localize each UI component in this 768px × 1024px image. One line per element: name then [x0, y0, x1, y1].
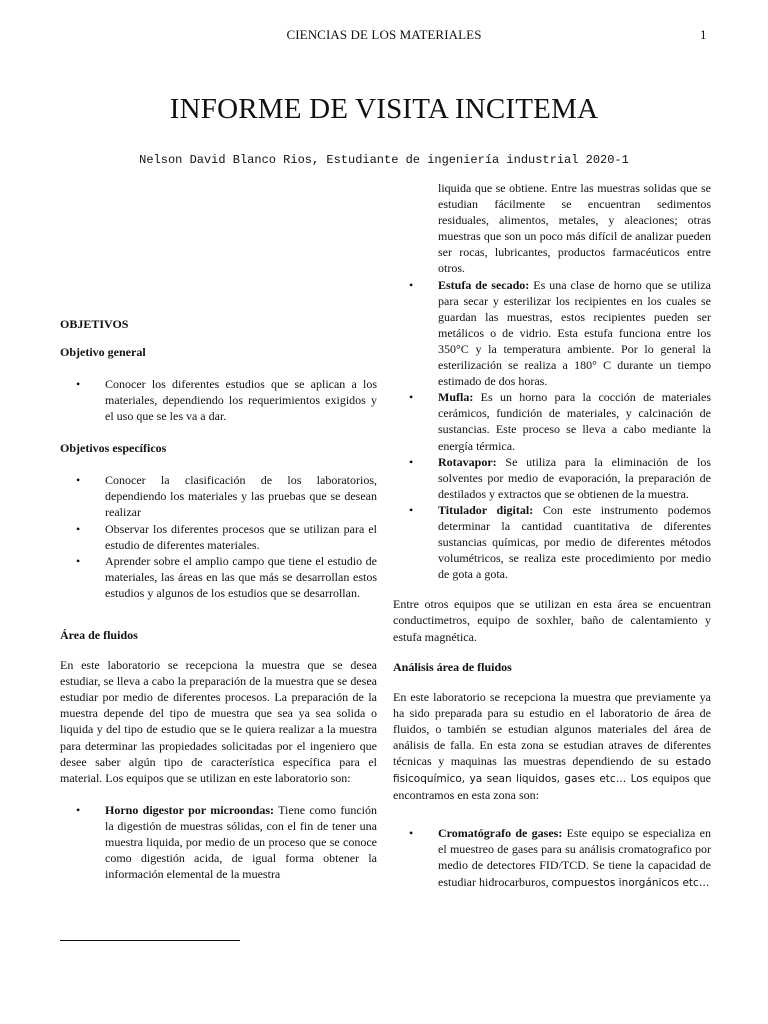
bullet-icon: •	[76, 473, 81, 488]
document-title: INFORME DE VISITA INCITEMA	[169, 93, 599, 125]
equipment-description: Se utiliza para la eliminación de los solventes por medio de evaporación, la preparación de destilados y extractos que se obtienen de la muestra.	[438, 454, 712, 501]
list-item	[393, 454, 711, 502]
objetivos-especificos-heading: Objetivos específicos	[60, 441, 167, 456]
list-item	[393, 502, 711, 582]
right-column	[393, 180, 711, 891]
list-item	[60, 802, 377, 882]
equipos-list	[393, 277, 711, 583]
list-item: • Observar los diferentes procesos que se utilizan para el estudio de diferentes materiales.	[76, 521, 377, 552]
list-item: • Conocer la clasificación de los laboratorios, dependiendo los materiales y las pruebas que se desean realizar	[76, 473, 377, 520]
area-fluidos-heading: Área de fluidos	[60, 628, 138, 643]
bullet-icon: •	[76, 377, 81, 391]
equipment-term: Rotavapor:	[438, 454, 497, 469]
equipos-fluidos-list	[60, 802, 377, 882]
objetivos-especificos-list	[60, 472, 377, 601]
footnote-rule	[60, 940, 240, 941]
sans-serif-fragment: compuestos inorgánicos etc…	[551, 876, 710, 889]
left-column	[60, 316, 377, 882]
author-line: Nelson David Blanco Rios, Estudiante de ingeniería industrial 2020-1	[139, 153, 629, 167]
equipment-description: Tiene como función la digestión de muestras sólidas, con el fin de tener una muestra liquida, por medio de un proceso que se conoce como digestión acida, de igual forma obtener la información elemental de la muestra	[105, 802, 377, 882]
objetivo-general-heading: Objetivo general	[60, 345, 146, 359]
bullet-icon: •	[409, 277, 414, 292]
equipment-description: Es una clase de horno que se utiliza para secar y esterilizar los recipientes en los cuales se guardan las muestras, estos recipientes pueden ser metálicos o de vidrio. Esta estufa funciona entre los 350°C y la temperatura ambiente. Por lo general la esterilización se realiza a 180° C durante un tiempo estimado de dos horas.	[438, 277, 711, 389]
list-item: • Conocer los diferentes estudios que se aplican a los materiales, dependiendo los requerimientos exigidos y el uso que se les va a dar.	[76, 377, 377, 424]
analisis-fluidos-paragraph: En este laboratorio se recepciona la muestra que previamente ya ha sido preparada para su estudio en el laboratorio de área de fluidos, o también se estudian algunos materiales del área de análisis de falla. En esta zona se estudian atraves de diferentes técnicas y maquinas las muestras dependiendo de su estado fisicoquímico, ya sean liquidos, gases etc… Los equipos que encontramos en esta zona son:	[393, 689, 712, 803]
objetivo-general-list	[60, 376, 377, 424]
objetivos-heading: OBJETIVOS	[60, 317, 129, 331]
analisis-fluidos-heading: Análisis área de fluidos	[393, 659, 512, 674]
equipment-description: Este equipo se especializa en el muestreo de gases para su análisis cromatografico por medio de detectores FID/TCD. Se tiene la capacidad de estudiar hidrocarburos,	[438, 826, 711, 889]
bullet-icon: •	[409, 502, 414, 517]
otros-equipos-paragraph: Entre otros equipos que se utilizan en esta área se encuentran conductimetros, equipo de soxhler, baño de calentamiento y estufa magnética.	[393, 597, 711, 644]
equipos-analisis-list	[393, 825, 711, 890]
bullet-icon: •	[76, 521, 81, 536]
running-header: CIENCIAS DE LOS MATERIALES	[286, 27, 482, 42]
list-item: • Aprender sobre el amplio campo que tiene el estudio de materiales, las áreas en las que más se desarrollan estos estudios y algunos de los estudios que se desarrollan.	[76, 553, 377, 600]
list-item	[393, 389, 711, 453]
equipment-term: Cromatógrafo de gases:	[438, 826, 563, 841]
equipment-description: Con este instrumento podemos determinar la cantidad cuantitativa de diferentes sustancias químicas, por medio de diferentes métodos volumétricos, se realiza este procedimiento por medio de gota a gota.	[438, 502, 712, 582]
list-item	[393, 277, 711, 390]
bullet-icon: •	[409, 826, 414, 841]
equipment-description: Es un horno para la cocción de materiales cerámicos, fundición de materiales, y calcinación de sustancias. Este proceso se lleva a cabo mediante la energía térmica.	[438, 390, 712, 453]
continuation-paragraph: liquida que se obtiene. Entre las muestras solidas que se estudian fácilmente se encuentran sedimentos residuales, alimentos, metales, y aleaciones; otras muestras que son un poco más difícil de analizar pueden ser rocas, lubricantes, productos farmacéuticos entre otros.	[438, 181, 711, 276]
bullet-icon: •	[76, 553, 81, 568]
bullet-icon: •	[409, 390, 414, 405]
sans-serif-fragment: estado fisicoquímico, ya sean liquidos, gases etc… Los	[393, 756, 711, 786]
equipment-term: Estufa de secado:	[438, 277, 530, 292]
page-number: 1	[700, 27, 707, 42]
bullet-icon: •	[76, 802, 81, 817]
area-fluidos-paragraph: En este laboratorio se recepciona la muestra que se desea estudiar, se lleva a cabo la preparación de la muestra que se desea estudiar por medio de diferentes procesos. La preparación de la muestra depende del tipo de muestra que sea ya sea solida o liquida y del tipo de estudio que se le quiera realizar a la muestra para determinar las propiedades solicitadas por el ingeniero que desee saber algún tipo de característica específica para el material. Los equipos que se utilizan en este laboratorio son:	[60, 658, 377, 785]
equipment-term: Titulador digital:	[438, 502, 534, 517]
bullet-icon: •	[409, 454, 414, 469]
list-item	[393, 825, 711, 890]
equipment-term: Horno digestor por microondas:	[105, 802, 274, 817]
equipment-term: Mufla:	[438, 390, 474, 405]
